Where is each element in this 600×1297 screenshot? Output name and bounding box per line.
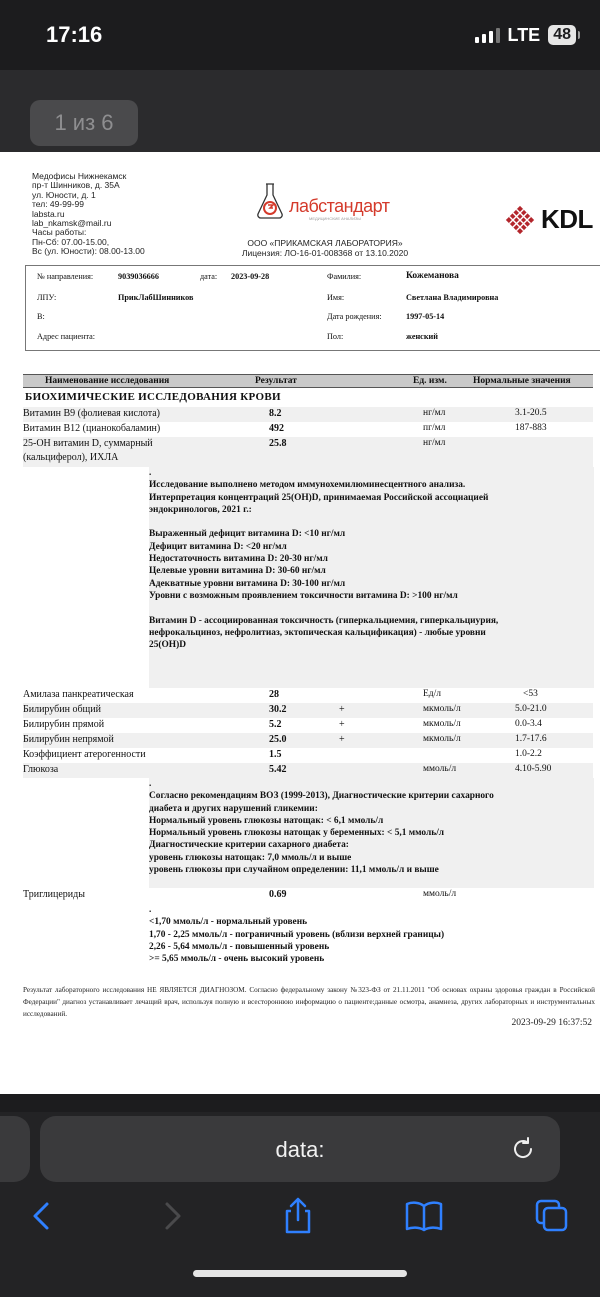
test-name: Амилаза панкреатическая <box>23 689 134 700</box>
referral-label: № направления: <box>37 272 94 281</box>
lpu-label: ЛПУ: <box>37 293 57 302</box>
test-ref: 0.0-3.4 <box>515 719 542 729</box>
contact-line: Вс (ул. Юности): 08.00-13.00 <box>32 246 145 257</box>
contact-line: lab_nkamsk@mail.ru <box>32 218 112 229</box>
forward-icon[interactable] <box>152 1196 192 1236</box>
test-name: Триглицериды <box>23 889 85 900</box>
page-counter: 1 из 6 <box>30 100 138 146</box>
report-timestamp: 2023-09-29 16:37:52 <box>511 1018 592 1028</box>
test-name: Коэффициент атерогенности <box>23 749 146 760</box>
header-ref: Нормальные значения <box>473 376 571 386</box>
table-row <box>23 733 593 748</box>
date-label: дата: <box>200 272 218 281</box>
test-value: 5.42 <box>269 764 287 775</box>
table-row <box>23 888 593 903</box>
page-gap <box>0 1094 600 1112</box>
contact-line: labsta.ru <box>32 208 65 219</box>
test-ref: 4.10-5.90 <box>515 764 552 774</box>
note-line: эндокринологов, 2021 г.: <box>149 504 252 515</box>
contact-line: Часы работы: <box>32 227 87 238</box>
kdl-diamond-icon <box>505 205 535 235</box>
table-row <box>23 763 593 778</box>
sex-label: Пол: <box>327 332 344 341</box>
test-ref: <53 <box>523 689 538 699</box>
test-name: Глюкоза <box>23 764 59 775</box>
name-label: Имя: <box>327 293 345 302</box>
table-row <box>23 407 593 422</box>
test-unit: мкмоль/л <box>423 704 461 714</box>
test-unit: пг/мл <box>423 423 446 433</box>
test-value: 25.8 <box>269 438 287 449</box>
test-value: 0.69 <box>269 889 287 900</box>
test-ref: 5.0-21.0 <box>515 704 547 714</box>
test-name: Билирубин общий <box>23 704 101 715</box>
note-line: >= 5,65 ммоль/л - очень высокий уровень <box>149 954 325 965</box>
test-ref: 1.7-17.6 <box>515 734 547 744</box>
header-result: Результат <box>255 376 297 386</box>
test-name: Витамин В12 (цианокобаламин) <box>23 423 161 434</box>
network-label: LTE <box>507 24 541 45</box>
test-value: 5.2 <box>269 719 282 730</box>
home-indicator[interactable] <box>193 1270 407 1277</box>
note-line: . <box>149 468 152 478</box>
test-name: 25-ОН витамин D, суммарный <box>23 438 153 449</box>
note-line: уровень глюкозы при случайном определении: 11,1 ммоль/л и выше <box>149 865 439 876</box>
test-unit: нг/мл <box>423 438 446 448</box>
table-row <box>23 703 593 718</box>
lab-name: ООО «ПРИКАМСКАЯ ЛАБОРАТОРИЯ» <box>247 238 403 248</box>
flask-icon <box>255 182 285 220</box>
surname-label: Фамилия: <box>327 272 362 281</box>
test-unit: нг/мл <box>423 408 446 418</box>
contact-line: тел: 49-99-99 <box>32 199 84 210</box>
partner-logo <box>505 204 593 235</box>
note-line: Нормальный уровень глюкозы натощак: < 6,1 ммоль/л <box>149 815 384 826</box>
note-line: нефрокальциноз, нефролитиаз, эктопическая кальцификация) - любые уровни <box>149 627 486 638</box>
reload-icon[interactable] <box>510 1136 536 1162</box>
table-row <box>23 718 593 733</box>
test-value: 1.5 <box>269 749 282 760</box>
status-time: 17:16 <box>46 22 103 47</box>
glucose-note <box>149 778 594 888</box>
test-flag: + <box>339 704 345 715</box>
note-line: уровень глюкозы натощак: 7,0 ммоль/л и выше <box>149 852 352 863</box>
header-name: Наименование исследования <box>45 376 170 386</box>
table-row <box>23 422 593 437</box>
sex-value: женский <box>406 332 438 341</box>
note-line: Витамин D - ассоциированная токсичность (гиперкальциемия, гиперкальциурия, <box>149 615 499 626</box>
note-line: . <box>149 779 152 789</box>
test-ref: 187-883 <box>515 423 547 433</box>
note-line: 25(OH)D <box>149 640 186 651</box>
note-line: Дефицит витамина D: <20 нг/мл <box>149 541 287 552</box>
test-unit: мкмоль/л <box>423 719 461 729</box>
signal-icon <box>475 27 500 43</box>
note-line: диабета и других нарушений гликемии: <box>149 803 318 814</box>
test-unit: ммоль/л <box>423 764 457 774</box>
lab-license: Лицензия: ЛО-16-01-008368 от 13.10.2020 <box>241 248 409 258</box>
battery-icon: 48 <box>548 25 576 45</box>
note-line: 2,26 - 5,64 ммоль/л - повышенный уровень <box>149 941 330 952</box>
status-indicators <box>475 24 576 46</box>
note-line: Интерпретация концентраций 25(OH)D, принимаемая Российской ассоциацией <box>149 492 489 503</box>
tabs-icon[interactable] <box>532 1196 572 1236</box>
address-bar[interactable] <box>40 1116 560 1182</box>
back-icon[interactable] <box>22 1196 62 1236</box>
test-value: 492 <box>269 423 284 434</box>
lab-report-page[interactable] <box>0 152 600 1094</box>
patient-info <box>25 265 600 351</box>
name-value: Светлана Владимировна <box>406 293 499 302</box>
lpu-value: ПрикЛабШинников <box>118 293 194 302</box>
test-value: 30.2 <box>269 704 287 715</box>
note-line: 1,70 - 2,25 ммоль/л - пограничный уровень (вблизи верхней границы) <box>149 929 445 940</box>
lab-logo <box>225 182 425 262</box>
note-line: Согласно рекомендациям ВОЗ (1999-2013), Диагностические критерии сахарного <box>149 791 494 802</box>
contact-line: Пн-Сб: 07.00-15.00, <box>32 236 110 247</box>
contact-line: ул. Юности, д. 1 <box>32 189 96 200</box>
note-line: Целевые уровни витамина D: 30-60 нг/мл <box>149 566 326 577</box>
table-row <box>23 748 593 763</box>
doctor-label: В: <box>37 312 45 321</box>
table-row <box>23 437 593 467</box>
note-line: . <box>149 905 152 915</box>
address-label: Адрес пациента: <box>37 332 96 341</box>
disclaimer: Результат лабораторного исследования НЕ ЯВЛЯЕТСЯ ДИАГНОЗОМ. Согласно федеральному закону №323-ФЗ от 21.11.2011 "Об основах охраны здоровья граждан в Российской Федерации" диагноз устанавливает лечащий врач, используя полную и всестороннюю информацию о пациенте:данные осмотра, анамнеза, других лабораторных и инструментальных исследований. <box>23 986 595 1018</box>
test-ref: 1.0-2.2 <box>515 749 542 759</box>
test-name-cont: (кальциферол), ИХЛА <box>23 452 119 463</box>
table-header <box>23 374 593 388</box>
table-row <box>23 688 593 703</box>
kdl-text: KDL <box>541 204 593 234</box>
logo-subtext: МЕДИЦИНСКИЕ АНАЛИЗЫ <box>309 216 361 221</box>
note-blank <box>149 516 594 528</box>
bookmarks-icon[interactable] <box>404 1196 444 1236</box>
vitamin-d-note <box>149 467 594 688</box>
lab-name-block <box>225 238 425 258</box>
surname-value: Кожеманова <box>406 271 459 281</box>
test-flag: + <box>339 719 345 730</box>
test-unit: мкмоль/л <box>423 734 461 744</box>
note-line: Выраженный дефицит витамина D: <10 нг/мл <box>149 529 346 540</box>
contact-line: пр-т Шинников, д. 35А <box>32 180 120 191</box>
birth-label: Дата рождения: <box>327 312 382 321</box>
share-icon[interactable] <box>278 1196 318 1236</box>
note-line: Диагностические критерии сахарного диабета: <box>149 840 349 851</box>
referral-value: 9039036666 <box>118 272 159 281</box>
note-line: Уровни с возможным проявлением токсичности витамина D: >100 нг/мл <box>149 590 458 601</box>
status-bar <box>0 0 600 70</box>
note-line: Недостаточность витамина D: 20-30 нг/мл <box>149 554 328 565</box>
test-value: 8.2 <box>269 408 282 419</box>
header-unit: Ед. изм. <box>413 376 447 386</box>
test-ref: 3.1-20.5 <box>515 408 547 418</box>
previous-tab-preview[interactable] <box>0 1116 30 1182</box>
test-name: Билирубин непрямой <box>23 734 114 745</box>
nav-buttons <box>0 1196 600 1236</box>
birth-value: 1997-05-14 <box>406 312 445 321</box>
date-value: 2023-09-28 <box>231 272 270 281</box>
test-flag: + <box>339 734 345 745</box>
note-line: Нормальный уровень глюкозы натощак у беременных: < 5,1 ммоль/л <box>149 828 445 839</box>
test-name: Витамин В9 (фолиевая кислота) <box>23 408 161 419</box>
test-value: 28 <box>269 689 279 700</box>
triglycerides-note <box>149 904 594 974</box>
note-blank <box>149 602 594 614</box>
url-text: data: <box>275 1137 325 1162</box>
lab-contacts <box>32 172 145 257</box>
test-name: Билирубин прямой <box>23 719 105 730</box>
contact-line: Медофисы Нижнекамск <box>32 171 127 181</box>
note-line: Исследование выполнено методом иммунохемилюминесцентного анализа. <box>149 480 466 491</box>
browser-toolbar <box>0 1112 600 1297</box>
viewer-header <box>0 70 600 152</box>
logo-text: лабстандарт <box>289 196 390 216</box>
test-unit: ммоль/л <box>423 889 457 899</box>
test-unit: Ед/л <box>423 689 442 699</box>
note-line: <1,70 ммоль/л - нормальный уровень <box>149 917 308 928</box>
test-value: 25.0 <box>269 734 287 745</box>
note-line: Адекватные уровни витамина D: 30-100 нг/мл <box>149 578 346 589</box>
section-title: БИОХИМИЧЕСКИЕ ИССЛЕДОВАНИЯ КРОВИ <box>25 391 281 403</box>
